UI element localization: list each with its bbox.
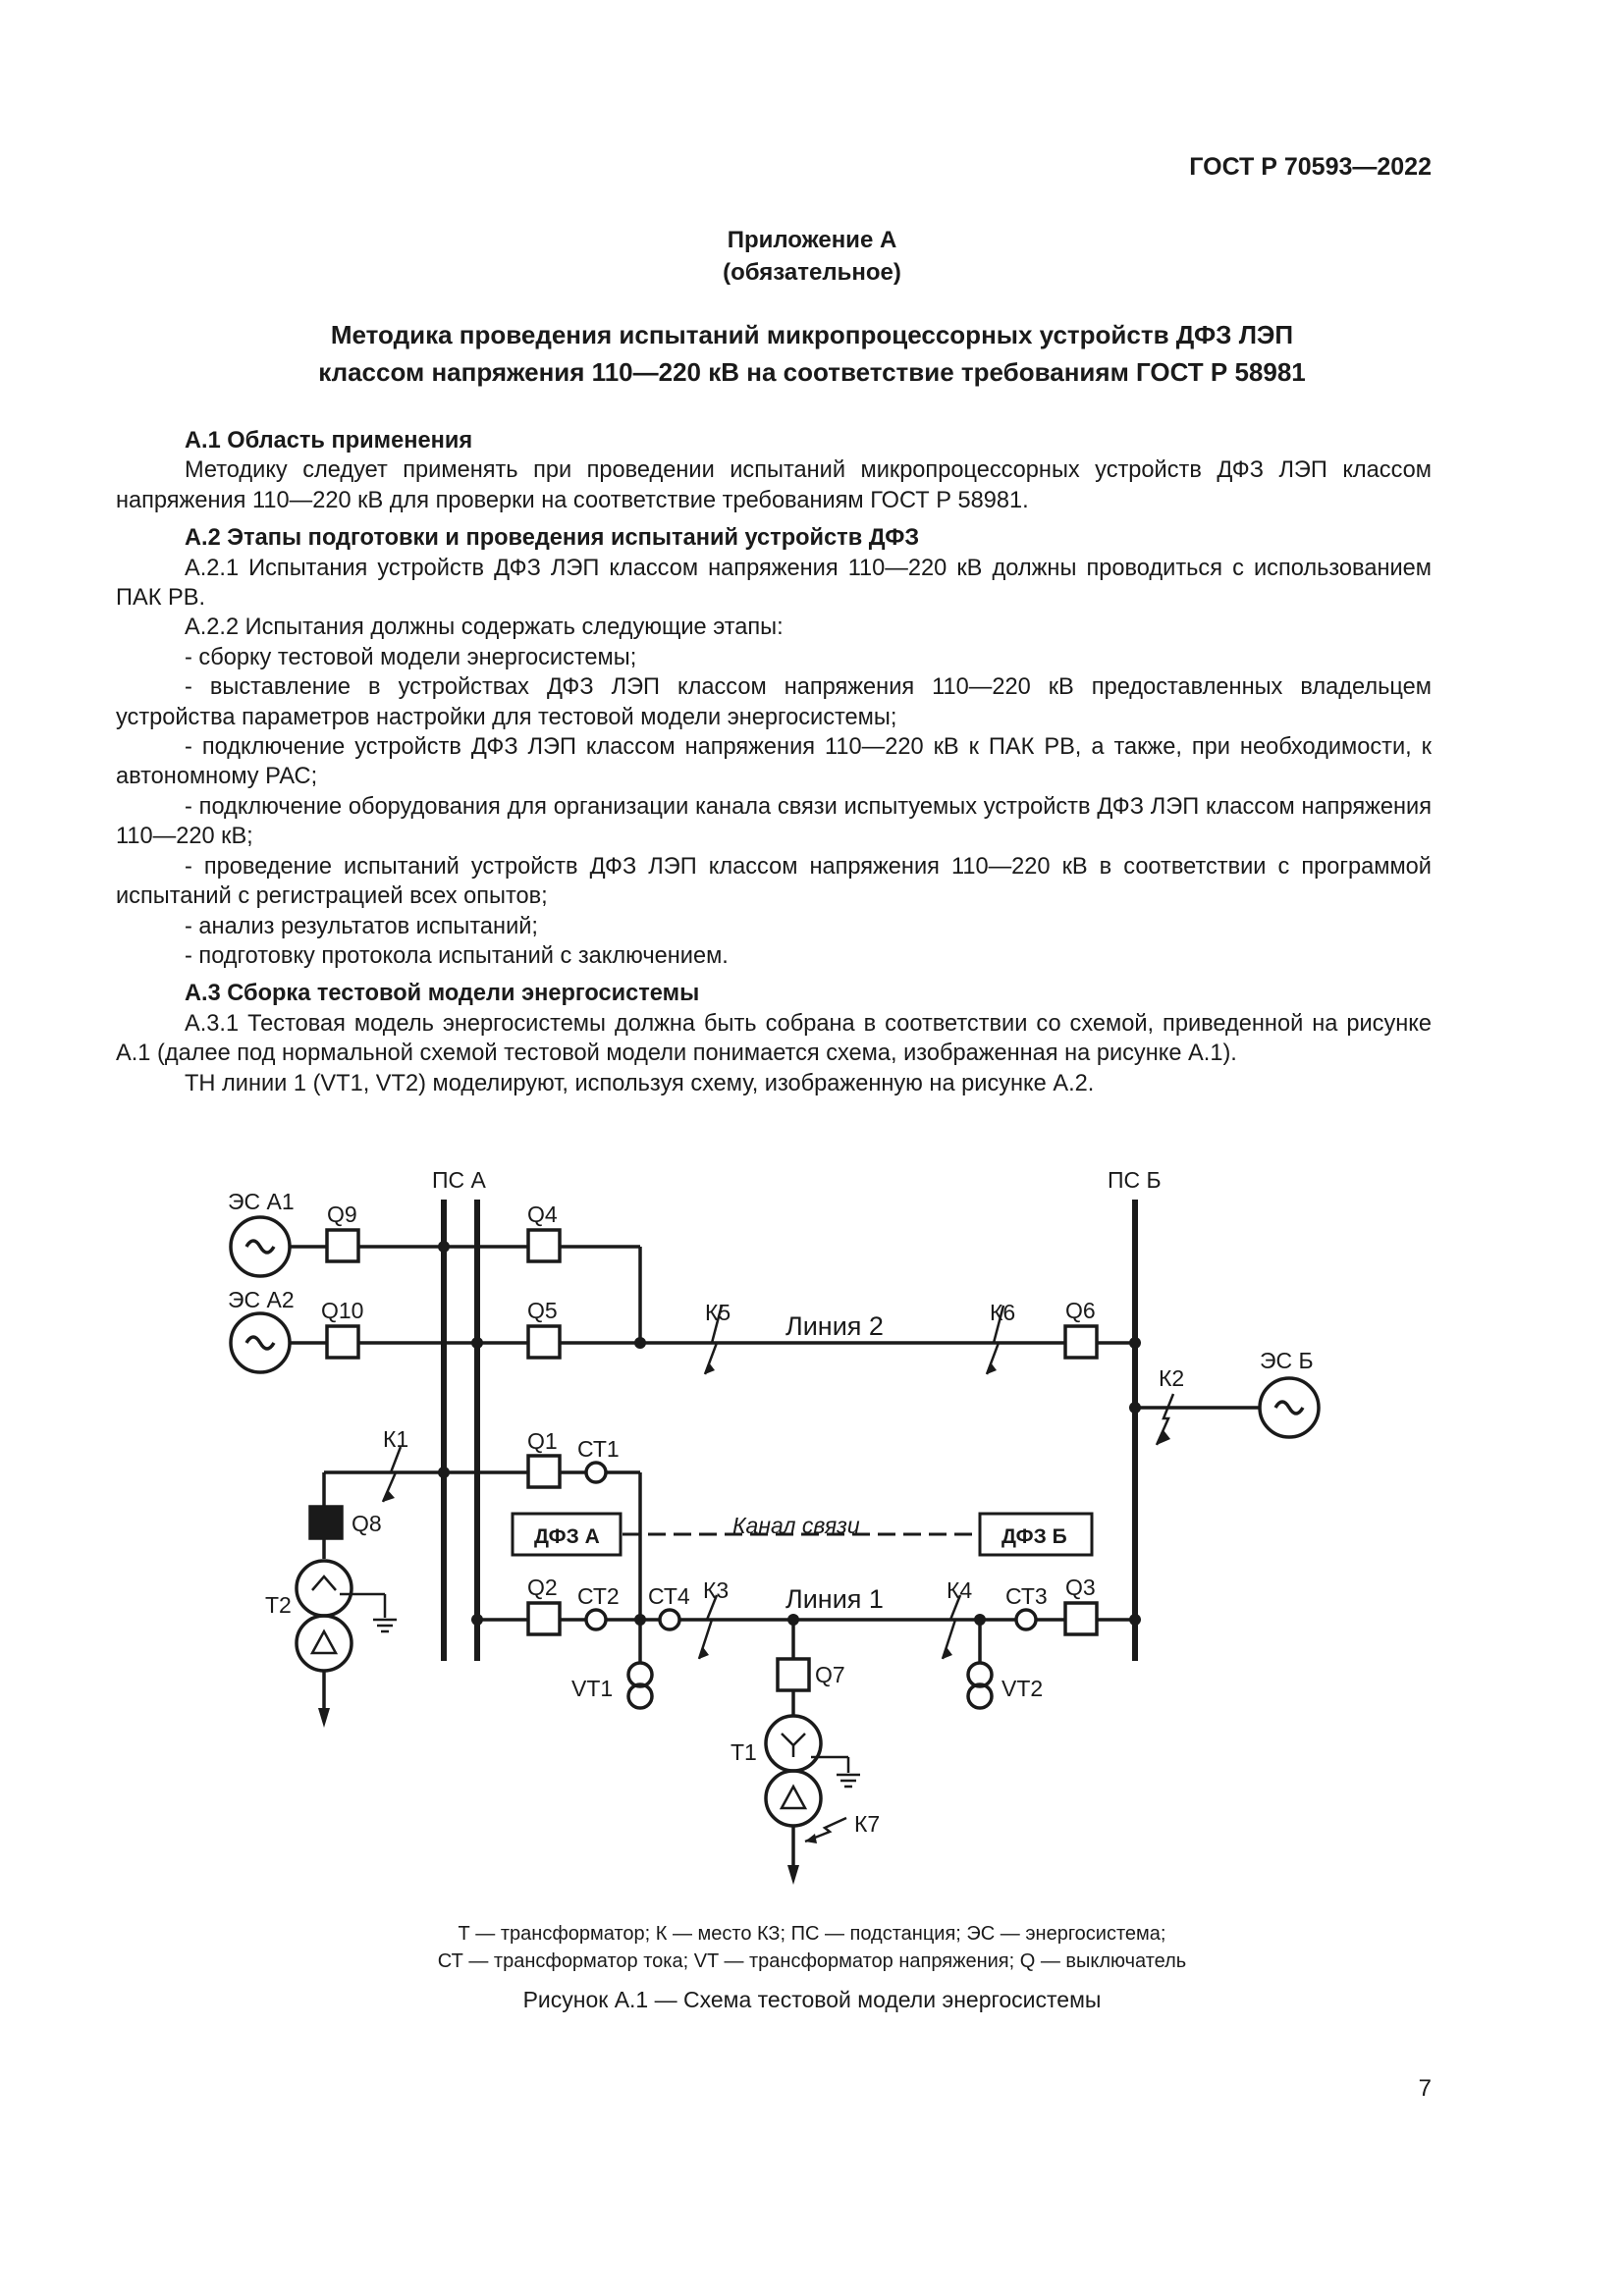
label-dfz-b: ДФЗ Б xyxy=(1001,1525,1067,1548)
list-item: - проведение испытаний устройств ДФЗ ЛЭП классом напряжения 110—220 кВ в соответствии с программой испытаний с регистрацией всех опытов; xyxy=(116,853,1432,910)
breaker-q4 xyxy=(528,1230,560,1261)
breaker-q2 xyxy=(528,1603,560,1634)
label-q10: Q10 xyxy=(321,1298,364,1323)
breaker-q5 xyxy=(528,1326,560,1358)
label-q3: Q3 xyxy=(1065,1575,1096,1600)
label-line-2: Линия 2 xyxy=(785,1311,884,1341)
label-k2: К2 xyxy=(1159,1365,1185,1391)
fault-k1-icon xyxy=(383,1447,401,1502)
label-q2: Q2 xyxy=(527,1575,558,1600)
list-item: - анализ результатов испытаний; xyxy=(185,913,538,939)
transformer-t2-winding-1 xyxy=(297,1561,352,1616)
label-q4: Q4 xyxy=(527,1201,558,1227)
label-es-a2: ЭС А2 xyxy=(228,1287,295,1312)
label-dfz-a: ДФЗ А xyxy=(534,1525,600,1548)
breaker-q3 xyxy=(1065,1603,1097,1634)
label-q6: Q6 xyxy=(1065,1298,1096,1323)
breaker-q10 xyxy=(327,1326,358,1358)
document-code: ГОСТ Р 70593—2022 xyxy=(1189,153,1432,181)
transformer-t2-winding-2 xyxy=(297,1616,352,1671)
breaker-q9 xyxy=(327,1230,358,1261)
label-t1: Т1 xyxy=(731,1739,757,1765)
section-a1-heading: А.1 Область применения xyxy=(185,428,473,454)
legend-line-2: СТ — трансформатор тока; VT — трансформатор напряжения; Q — выключатель xyxy=(437,1950,1187,1972)
label-ps-b: ПС Б xyxy=(1108,1167,1162,1193)
breaker-q8 xyxy=(310,1507,342,1538)
section-a1-paragraph: Методику следует применять при проведении испытаний микропроцессорных устройств ДФЗ ЛЭП классом напряжения 110—220 кВ для проверки на соответствие требованиям ГОСТ Р 58981. xyxy=(116,457,1432,513)
list-item: - подготовку протокола испытаний с заключением. xyxy=(185,942,729,969)
label-k3: К3 xyxy=(703,1577,730,1603)
label-ct3: СТ3 xyxy=(1005,1583,1048,1609)
title-line-1: Методика проведения испытаний микропроцессорных устройств ДФЗ ЛЭП xyxy=(330,320,1294,349)
section-a3-paragraph-1: А.3.1 Тестовая модель энергосистемы должна быть собрана в соответствии со схемой, приведенной на рисунке А.1 (далее под нормальной схемой тестовой модели понимается схема, изображенная на рисунке А.1). xyxy=(116,1010,1432,1067)
label-ct1: СТ1 xyxy=(577,1436,620,1462)
breaker-q7 xyxy=(778,1659,809,1690)
label-es-a1: ЭС А1 xyxy=(228,1189,295,1214)
label-vt1: VT1 xyxy=(571,1676,614,1701)
label-q8: Q8 xyxy=(352,1511,382,1536)
title-line-2: классом напряжения 110—220 кВ на соответствие требованиям ГОСТ Р 58981 xyxy=(318,357,1306,387)
transformer-t1-winding-1 xyxy=(766,1716,821,1771)
section-a3-paragraph-2: ТН линии 1 (VT1, VT2) моделируют, используя схему, изображенную на рисунке А.2. xyxy=(185,1070,1095,1096)
label-q7: Q7 xyxy=(815,1662,845,1687)
label-t2: Т2 xyxy=(265,1592,292,1618)
label-k5: К5 xyxy=(705,1300,731,1325)
figure-caption: Рисунок А.1 — Схема тестовой модели энергосистемы xyxy=(522,1987,1102,2012)
label-channel: Канал связи xyxy=(732,1513,860,1538)
label-k7: К7 xyxy=(854,1811,881,1837)
label-line-1: Линия 1 xyxy=(785,1584,884,1614)
section-a2-heading: А.2 Этапы подготовки и проведения испытаний устройств ДФЗ xyxy=(185,525,920,552)
list-item: - подключение оборудования для организации канала связи испытуемых устройств ДФЗ ЛЭП классом напряжения 110—220 кВ; xyxy=(116,793,1432,850)
section-a3-heading: А.3 Сборка тестовой модели энергосистемы xyxy=(185,981,700,1007)
label-ct2: СТ2 xyxy=(577,1583,620,1609)
breaker-q1 xyxy=(528,1456,560,1487)
transformer-t1-winding-2 xyxy=(766,1771,821,1826)
load-arrow-t1-icon xyxy=(787,1865,799,1885)
label-es-b: ЭС Б xyxy=(1260,1348,1314,1373)
label-k6: К6 xyxy=(990,1300,1016,1325)
current-transformer-ct2 xyxy=(586,1610,606,1629)
section-a2-paragraph-1: А.2.1 Испытания устройств ДФЗ ЛЭП классом напряжения 110—220 кВ должны проводиться с использованием ПАК РВ. xyxy=(116,555,1432,612)
breaker-q6 xyxy=(1065,1326,1097,1358)
list-item: - подключение устройств ДФЗ ЛЭП классом напряжения 110—220 кВ к ПАК РВ, а также, при необходимости, к автономному РАС; xyxy=(116,734,1432,790)
current-transformer-ct4 xyxy=(660,1610,679,1629)
appendix-status: (обязательное) xyxy=(723,259,901,286)
page-number: 7 xyxy=(1418,2075,1432,2102)
fault-k3-icon xyxy=(699,1595,717,1659)
current-transformer-ct1 xyxy=(586,1463,606,1482)
list-item: - выставление в устройствах ДФЗ ЛЭП классом напряжения 110—220 кВ предоставленных владельцем устройства параметров настройки для тестовой модели энергосистемы; xyxy=(116,674,1432,730)
appendix-title: Приложение А xyxy=(727,227,897,253)
section-a2-paragraph-2: А.2.2 Испытания должны содержать следующие этапы: xyxy=(185,614,784,641)
label-k1: К1 xyxy=(383,1426,409,1452)
label-q1: Q1 xyxy=(527,1428,558,1454)
label-k4: К4 xyxy=(947,1577,973,1603)
label-ps-a: ПС А xyxy=(432,1167,486,1193)
label-q5: Q5 xyxy=(527,1298,558,1323)
current-transformer-ct3 xyxy=(1016,1610,1036,1629)
load-arrow-t2-icon xyxy=(318,1708,330,1728)
fault-k4-icon xyxy=(943,1595,960,1659)
figure-legend xyxy=(0,1920,1624,1975)
label-q9: Q9 xyxy=(327,1201,357,1227)
legend-line-1: Т — трансформатор; К — место КЗ; ПС — подстанция; ЭС — энергосистема; xyxy=(458,1923,1166,1945)
label-vt2: VT2 xyxy=(1001,1676,1044,1701)
list-item: - сборку тестовой модели энергосистемы; xyxy=(185,644,637,670)
label-ct4: СТ4 xyxy=(648,1583,690,1609)
